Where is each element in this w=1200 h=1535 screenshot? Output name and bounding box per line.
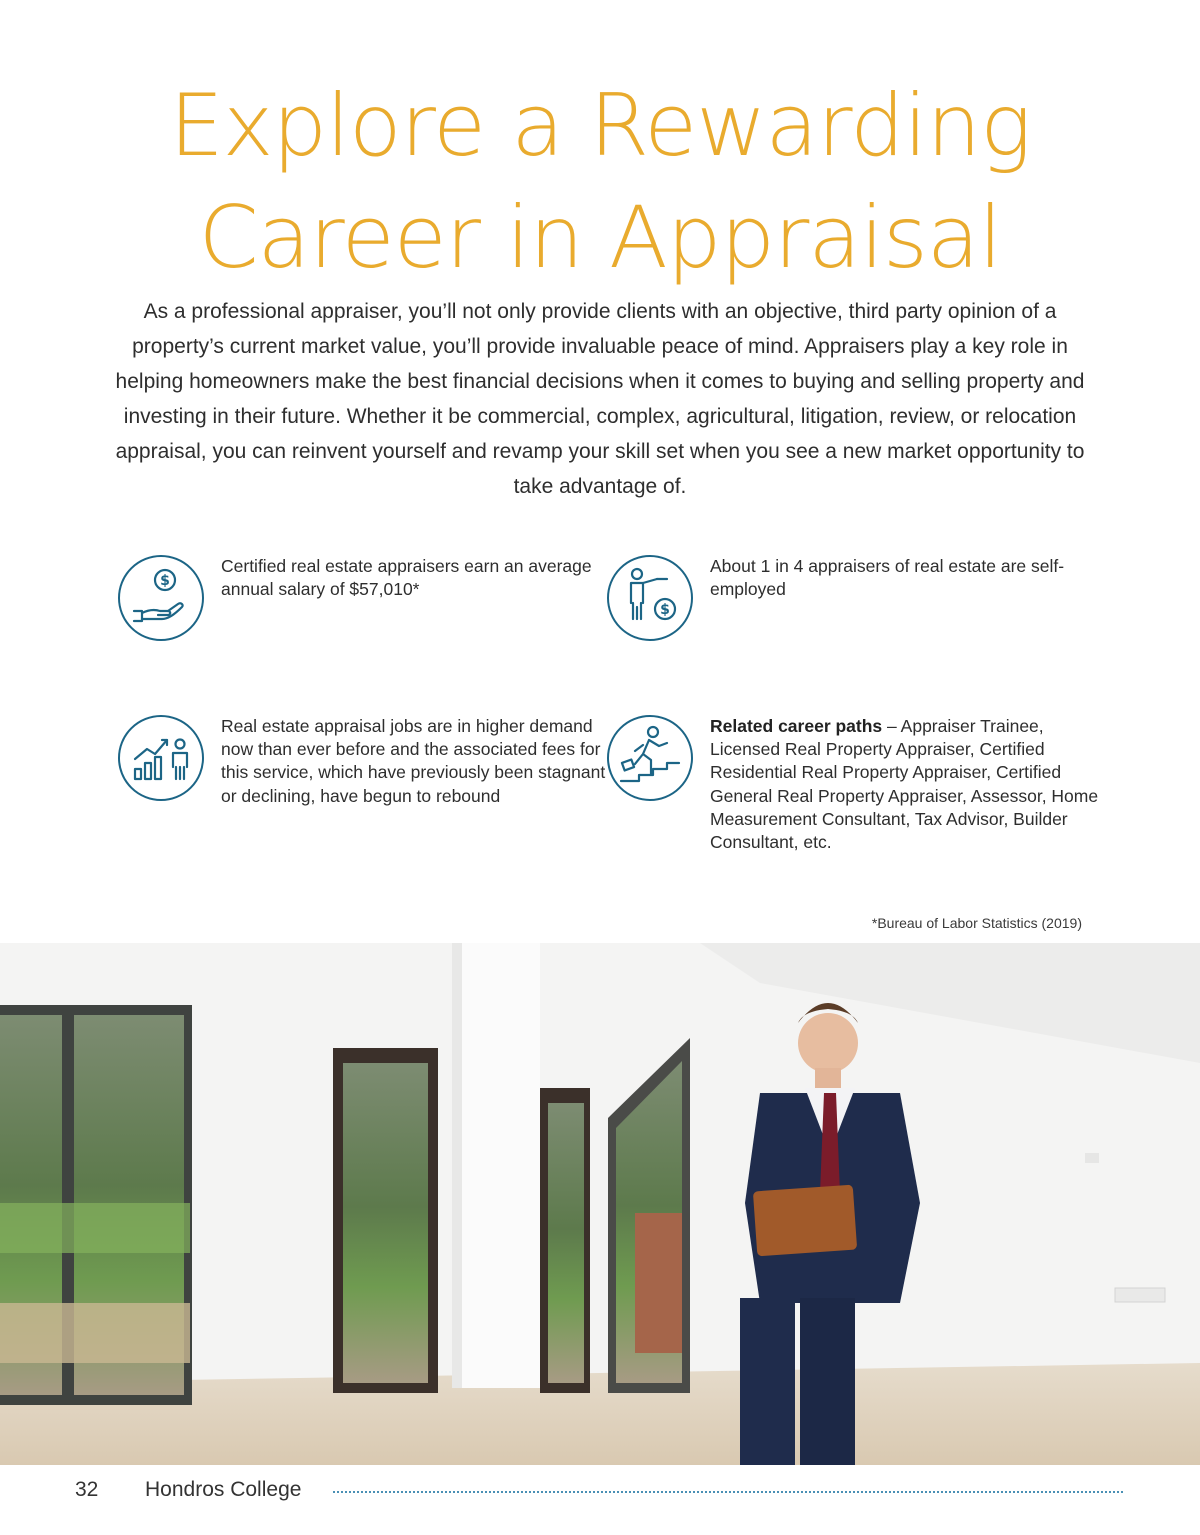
page-title-line-2: Career in Appraisal xyxy=(198,188,1002,288)
page-number: 32 xyxy=(75,1478,99,1501)
appraiser-photo xyxy=(0,943,1200,1465)
footer-divider xyxy=(333,1491,1123,1493)
svg-text:$: $ xyxy=(660,602,670,618)
salary-hand-icon xyxy=(118,555,204,641)
page-footer xyxy=(0,1465,1200,1535)
feature-career-paths-text xyxy=(710,715,1100,854)
page-title-line-1: Explore a Rewarding xyxy=(169,76,1031,176)
feature-self-employed-text: About 1 in 4 appraisers of real estate are self-employed xyxy=(710,556,1065,600)
feature-demand xyxy=(118,715,606,865)
career-paths-list: – Appraiser Trainee, Licensed Real Property Appraiser, Certified Residential Real Property Appraiser, Certified General Real Property Appraiser, Assessor, Home Measurement Consultant, Tax Advisor, Builder Consultant, etc. xyxy=(710,716,1099,853)
career-paths-heading: Related career paths xyxy=(710,716,883,736)
intro-paragraph: As a professional appraiser, you’ll not only provide clients with an objective, third party opinion of a property’s current market value, you’ll provide invaluable peace of mind. Appraisers play a key role in helping homeowners make the best financial decisions when it comes to buying and selling property and investing in their future. Whether it be commercial, complex, agricultural, litigation, review, or relocation appraisal, you can reinvent yourself and revamp your skill set when you see a new market opportunity to take advantage of. xyxy=(115,300,1085,498)
svg-text:$: $ xyxy=(160,573,170,589)
feature-self-employed xyxy=(607,555,1087,705)
self-employed-icon xyxy=(607,555,693,641)
college-name: Hondros College xyxy=(145,1478,302,1501)
feature-salary-text: Certified real estate appraisers earn an average annual salary of $57,010* xyxy=(221,556,592,600)
footnote: *Bureau of Labor Statistics (2019) xyxy=(871,915,1082,931)
page-title xyxy=(0,70,1200,294)
career-path-icon xyxy=(607,715,693,801)
feature-demand-text: Real estate appraisal jobs are in higher demand now than ever before and the associated fees for this service, which have previously been stagnant or declining, have begun to rebound xyxy=(221,716,606,806)
feature-salary xyxy=(118,555,598,705)
feature-career-paths xyxy=(607,715,1099,865)
growth-chart-icon xyxy=(118,715,204,801)
